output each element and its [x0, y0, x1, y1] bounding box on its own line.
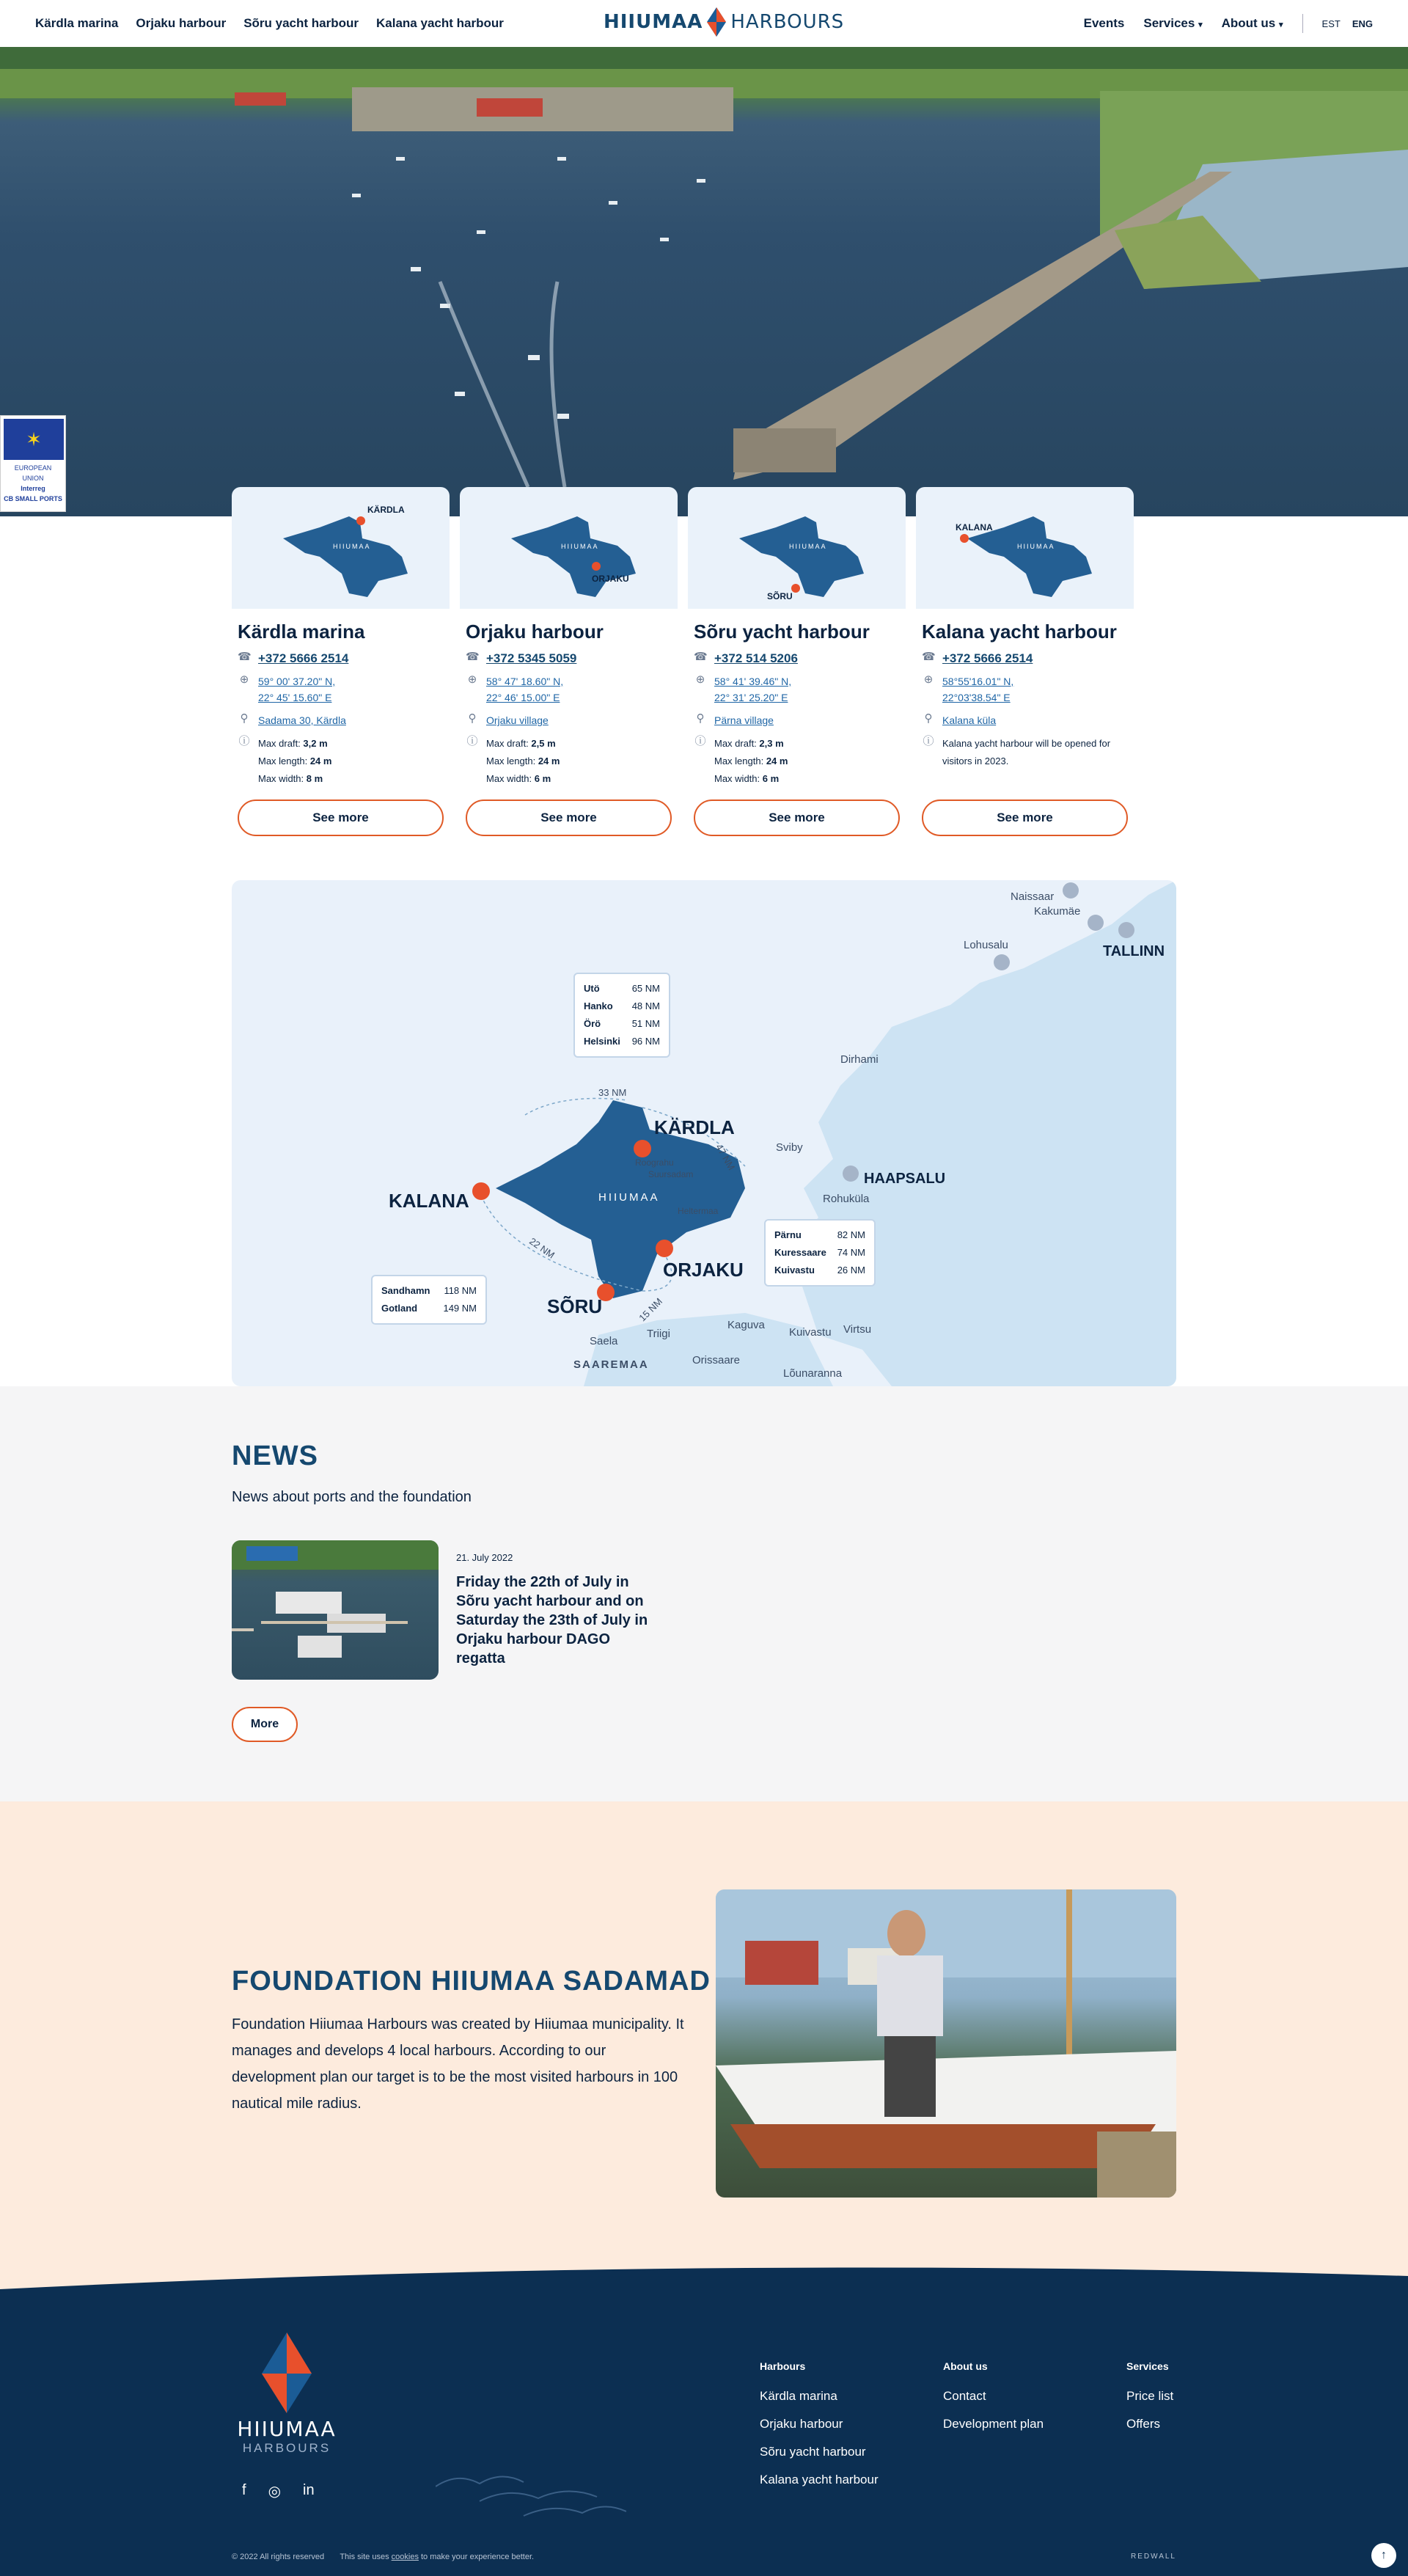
info-icon: ⓘ [694, 735, 706, 747]
arrow-up-icon: ↑ [1381, 2549, 1387, 2561]
foundation-section [0, 1801, 1408, 2262]
footer-services-col [1126, 2357, 1173, 2438]
phone-row [922, 651, 1128, 667]
distance-label: 33 NM [598, 1087, 627, 1098]
footer-wave [0, 2261, 1408, 2291]
map-label-haapsalu: HAAPSALU [864, 1171, 946, 1187]
specs-row [466, 735, 672, 788]
address-row [694, 712, 900, 728]
logo-word1: HIIUMAA [604, 11, 703, 33]
place-label: Naissaar [1011, 890, 1055, 903]
address-link[interactable]: Orjaku village [486, 714, 549, 726]
location-pin-icon: ⚲ [468, 712, 477, 725]
footer-logo-word2: HARBOURS [242, 2441, 331, 2455]
eu-badge-text [4, 463, 62, 504]
eu-label: EUROPEAN UNION [14, 464, 52, 482]
dest-distance: 96 NM [631, 1036, 660, 1047]
footer-link[interactable]: Orjaku harbour [760, 2417, 843, 2431]
distance-box-east [764, 1219, 876, 1287]
instagram-icon[interactable]: ◎ [268, 2484, 282, 2500]
card-island-label: HIIUMAA [1017, 543, 1055, 550]
phone-row [694, 651, 900, 667]
dest-name: Örö [584, 1018, 601, 1029]
interreg-label: Interreg [21, 485, 45, 492]
foundation-image [716, 1889, 1176, 2198]
spec-label: Max draft: [258, 738, 301, 749]
footer-logo-word1: HIIUMAA [237, 2417, 337, 2441]
footer-link[interactable]: Contact [943, 2389, 986, 2403]
address-row [466, 712, 672, 728]
more-news-button[interactable]: More [232, 1707, 298, 1742]
coords-row [694, 673, 900, 706]
card-map-label: KÄRDLA [367, 505, 405, 515]
dest-distance: 118 NM [444, 1285, 477, 1296]
footer-harbours-col [760, 2357, 879, 2494]
news-subtitle: News about ports and the foundation [232, 1489, 472, 1505]
coords-lat-link[interactable]: 58°55'16.01" N, [942, 676, 1014, 687]
dest-name: Helsinki [584, 1036, 620, 1047]
distance-label: 47 NM [714, 1142, 738, 1172]
eu-flag-icon: ✶ [4, 419, 64, 460]
coords-row [922, 673, 1128, 706]
see-more-button[interactable]: See more [238, 799, 444, 836]
nav-orjaku[interactable]: Orjaku harbour [136, 16, 227, 30]
spec-label: Max length: [714, 755, 764, 766]
see-more-button[interactable]: See more [466, 799, 672, 836]
card-island-label: HIIUMAA [789, 543, 827, 550]
specs-list [258, 735, 332, 788]
harbour-distance-map [232, 880, 1176, 1386]
site-footer [0, 2262, 1408, 2576]
map-label-orjaku: ORJAKU [663, 1259, 744, 1281]
foundation-heading: FOUNDATION HIIUMAA SADAMAD [232, 1966, 711, 1997]
dest-distance: 26 NM [837, 1265, 865, 1276]
globe-icon: ⊕ [467, 673, 477, 686]
cookie-notice-pre: This site uses [340, 2553, 389, 2561]
coords-row [466, 673, 672, 706]
phone-link[interactable]: +372 5345 5059 [486, 651, 577, 665]
see-more-button[interactable]: See more [922, 799, 1128, 836]
phone-link[interactable]: +372 514 5206 [714, 651, 798, 665]
footer-link[interactable]: Kalana yacht harbour [760, 2473, 879, 2487]
sailor-on-boat-photo [716, 1889, 1176, 2198]
phone-icon: ☎ [922, 651, 936, 663]
card-title: Kalana yacht harbour [922, 621, 1117, 643]
card-map [916, 487, 1134, 609]
dest-name: Kuivastu [774, 1265, 815, 1276]
spec-value: 24 m [309, 755, 332, 766]
coords-lon-link[interactable]: 22° 31' 25.20" E [714, 692, 788, 703]
place-label: Sviby [776, 1141, 803, 1154]
main-nav [1084, 0, 1373, 47]
cb-small-ports-label: CB SMALL PORTS [4, 495, 62, 502]
specs-list [714, 735, 788, 788]
nav-soru[interactable]: Sõru yacht harbour [243, 16, 359, 30]
place-label: Suursadam [648, 1169, 694, 1179]
coords-lon-link[interactable]: 22° 46' 15.00" E [486, 692, 560, 703]
news-image[interactable] [232, 1540, 439, 1680]
logo-diamond-icon [707, 7, 726, 37]
dest-name: Pärnu [774, 1229, 802, 1240]
card-map-label: SÕRU [767, 591, 793, 601]
spec-value: 24 m [538, 755, 560, 766]
card-map-label: ORJAKU [592, 574, 629, 584]
footer-legal [232, 2553, 534, 2561]
dest-name: Sandhamn [381, 1285, 430, 1296]
footer-link[interactable]: Development plan [943, 2417, 1044, 2431]
location-pin-icon: ⚲ [696, 712, 705, 725]
place-label: Triigi [647, 1328, 670, 1340]
place-label: Roograhu [635, 1157, 674, 1168]
phone-row [466, 651, 672, 667]
facebook-icon[interactable]: f [242, 2482, 246, 2498]
coords-lon-link[interactable]: 22°03'38.54" E [942, 692, 1011, 703]
nav-kardla[interactable]: Kärdla marina [35, 16, 119, 30]
agency-credit[interactable]: REDWALL [1131, 2553, 1176, 2561]
linkedin-icon[interactable]: in [303, 2482, 315, 2498]
site-logo[interactable] [604, 7, 844, 37]
place-label: Rohuküla [823, 1193, 870, 1205]
globe-icon: ⊕ [923, 673, 934, 686]
dest-distance: 51 NM [631, 1018, 660, 1029]
address-link[interactable]: Pärna village [714, 714, 774, 726]
hero-harbour-photo [0, 47, 1408, 516]
card-title: Kärdla marina [238, 621, 365, 643]
place-label: Saela [590, 1335, 618, 1347]
specs-row [694, 735, 900, 788]
phone-icon: ☎ [238, 651, 252, 663]
globe-icon: ⊕ [239, 673, 249, 686]
address-row [922, 712, 1128, 728]
place-label: Kaguva [727, 1319, 765, 1331]
cookie-notice-post: to make your experience better. [421, 2553, 535, 2561]
coords-lat-link[interactable]: 59° 00' 37.20" N, [258, 676, 336, 687]
chevron-down-icon: ▾ [1198, 21, 1203, 29]
phone-link[interactable]: +372 5666 2514 [942, 651, 1033, 665]
news-photo [232, 1540, 439, 1680]
phone-link[interactable]: +372 5666 2514 [258, 651, 349, 665]
spec-label: Max width: [714, 773, 760, 784]
card-island-label: HIIUMAA [561, 543, 599, 550]
logo-diamond-icon [257, 2332, 316, 2413]
copyright: © 2022 All rights reserved [232, 2553, 325, 2561]
card-title: Sõru yacht harbour [694, 621, 870, 643]
location-pin-icon: ⚲ [240, 712, 249, 725]
footer-link[interactable]: Offers [1126, 2417, 1160, 2431]
chevron-down-icon: ▾ [1279, 21, 1283, 29]
map-label-kalana: KALANA [389, 1190, 469, 1212]
spec-label: Max width: [486, 773, 532, 784]
specs-row [238, 735, 444, 788]
dest-distance: 149 NM [443, 1303, 477, 1314]
footer-link[interactable]: Price list [1126, 2389, 1174, 2403]
card-map [460, 487, 678, 609]
spec-label: Max length: [486, 755, 536, 766]
spec-value: 6 m [534, 773, 551, 784]
harbour-card-kardla [232, 487, 450, 858]
footer-link[interactable]: Kärdla marina [760, 2389, 837, 2403]
map-label-tallinn: TALLINN [1103, 943, 1165, 959]
card-map [232, 487, 450, 609]
location-pin-icon: ⚲ [924, 712, 933, 725]
phone-icon: ☎ [694, 651, 708, 663]
spec-value: 24 m [766, 755, 788, 766]
dest-name: Utö [584, 983, 600, 994]
coords-lon-link[interactable]: 22° 45' 15.60" E [258, 692, 332, 703]
opening-note: Kalana yacht harbour will be opened for visitors in 2023. [942, 738, 1111, 766]
nav-services[interactable] [1143, 16, 1202, 31]
dest-name: Gotland [381, 1303, 418, 1314]
coords-lat-link[interactable]: 58° 41' 39.46" N, [714, 676, 792, 687]
place-label: Lõunaranna [783, 1367, 843, 1380]
card-island-label: HIIUMAA [333, 543, 371, 550]
nav-divider [1302, 14, 1303, 33]
spec-value: 3,2 m [303, 738, 328, 749]
nav-about-label: About us [1221, 16, 1276, 30]
nav-about[interactable] [1222, 16, 1283, 31]
info-icon: ⓘ [238, 735, 250, 747]
nav-events[interactable]: Events [1083, 16, 1125, 30]
distance-label: 15 NM [637, 1295, 664, 1324]
news-section [0, 1386, 1408, 1801]
news-heading: NEWS [232, 1441, 318, 1471]
place-label: Heltermaa [678, 1206, 719, 1216]
place-label: Lohusalu [964, 939, 1008, 951]
nav-services-label: Services [1143, 16, 1195, 30]
map-label-soru: SÕRU [547, 1295, 603, 1317]
footer-logo[interactable] [232, 2332, 342, 2456]
info-icon: ⓘ [923, 735, 934, 747]
lang-eng[interactable]: ENG [1352, 18, 1373, 29]
news-title[interactable]: Friday the 22th of July in Sõru yacht harbour and on Saturday the 23th of July in Orjaku harbour DAGO regatta [456, 1574, 648, 1666]
see-more-button[interactable]: See more [694, 799, 900, 836]
social-links [242, 2482, 315, 2500]
globe-icon: ⊕ [695, 673, 705, 686]
map-label-hiiumaa: HIIUMAA [598, 1191, 660, 1204]
footer-about-col [943, 2357, 1044, 2438]
address-row [238, 712, 444, 728]
spec-value: 8 m [306, 773, 323, 784]
dest-distance: 74 NM [837, 1247, 865, 1258]
language-switch [1322, 18, 1373, 29]
harbour-nav [35, 16, 504, 31]
card-map-label: KALANA [956, 522, 993, 533]
nav-kalana[interactable]: Kalana yacht harbour [376, 16, 504, 30]
foundation-text: Foundation Hiiumaa Harbours was created by Hiiumaa municipality. It manages and develops 4 local harbours. According to our development plan our target is to be the most visited harbours in 100 nautical mile radius. [232, 2016, 684, 2112]
spec-label: Max length: [258, 755, 308, 766]
scroll-to-top-button[interactable] [1371, 2543, 1396, 2568]
hero-image [0, 47, 1408, 516]
place-label: Orissaare [692, 1354, 741, 1366]
spec-label: Max width: [258, 773, 304, 784]
footer-col-heading: Harbours [760, 2360, 806, 2372]
spec-label: Max draft: [714, 738, 757, 749]
specs-list [486, 735, 560, 788]
harbour-card-soru [688, 487, 906, 858]
site-header [0, 0, 1408, 47]
coords-row [238, 673, 444, 706]
spec-value: 6 m [762, 773, 780, 784]
harbour-card-orjaku [460, 487, 678, 858]
news-date: 21. July 2022 [456, 1552, 513, 1563]
place-label: Kuivastu [789, 1326, 832, 1339]
distance-label: 22 NM [527, 1235, 557, 1261]
distance-box-west [371, 1275, 487, 1325]
address-link[interactable]: Sadama 30, Kärdla [258, 714, 346, 726]
spec-value: 2,3 m [759, 738, 784, 749]
dest-name: Hanko [584, 1000, 613, 1011]
phone-icon: ☎ [466, 651, 480, 663]
dest-distance: 48 NM [631, 1000, 660, 1011]
footer-col-heading: About us [943, 2360, 988, 2372]
spec-label: Max draft: [486, 738, 529, 749]
harbour-card-kalana [916, 487, 1134, 858]
footer-link[interactable]: Sõru yacht harbour [760, 2445, 866, 2459]
dest-distance: 82 NM [837, 1229, 865, 1240]
place-label: Virtsu [843, 1323, 872, 1336]
dest-distance: 65 NM [631, 983, 660, 994]
note-row [922, 735, 1128, 770]
logo-word2: HARBOURS [730, 11, 845, 33]
harbour-cards [232, 487, 1176, 858]
seagulls-decoration [436, 2465, 626, 2523]
distance-box-north [573, 973, 670, 1058]
card-map [688, 487, 906, 609]
place-label: Dirhami [840, 1053, 879, 1066]
dest-name: Kuressaare [774, 1247, 826, 1258]
coords-lat-link[interactable]: 58° 47' 18.60" N, [486, 676, 564, 687]
card-title: Orjaku harbour [466, 621, 604, 643]
place-label: SAAREMAA [573, 1358, 649, 1371]
map-label-kardla: KÄRDLA [654, 1116, 735, 1138]
footer-col-heading: Services [1126, 2360, 1169, 2372]
info-icon: ⓘ [466, 735, 478, 747]
phone-row [238, 651, 444, 667]
spec-value: 2,5 m [531, 738, 556, 749]
lang-est[interactable]: EST [1321, 18, 1341, 29]
place-label: Kakumäe [1034, 905, 1081, 918]
eu-funding-badge [0, 415, 66, 512]
address-link[interactable]: Kalana küla [942, 714, 997, 726]
cookies-link[interactable]: cookies [391, 2553, 419, 2561]
